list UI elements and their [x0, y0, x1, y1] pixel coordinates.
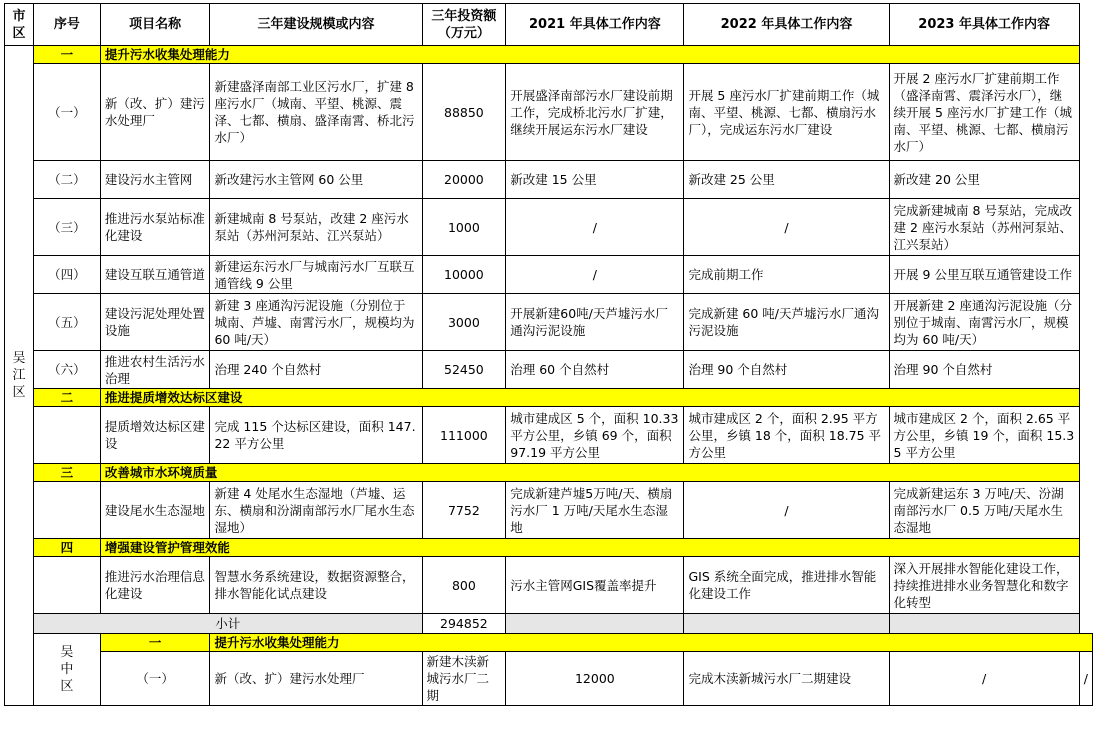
- row-name: 新（改、扩）建污水处理厂: [100, 64, 210, 161]
- row-2022: /: [684, 482, 889, 539]
- work-plan-table: [4, 3, 1093, 706]
- row-2023: 新改建 20 公里: [889, 161, 1079, 199]
- section-number: 四: [33, 539, 100, 557]
- header-seq: 序号: [33, 4, 100, 46]
- row-seq: [33, 482, 100, 539]
- row-2023: 完成新建城南 8 号泵站，完成改建 2 座污水泵站（苏州河泵站、江兴泵站）: [889, 199, 1079, 256]
- row-scale: 完成 115 个达标区建设，面积 147.22 平方公里: [210, 407, 422, 464]
- district-cell: 吴中区: [33, 634, 100, 706]
- section-title: 增强建设管护管理效能: [100, 539, 1079, 557]
- row-scale: 新建盛泽南部工业区污水厂，扩建 8 座污水厂（城南、平望、桃源、震泽、七都、横扇、盛泽南霄、桥北污水厂）: [210, 64, 422, 161]
- row-seq: （六）: [33, 351, 100, 389]
- table-row: [5, 294, 1093, 351]
- subtotal-empty: [506, 614, 684, 634]
- table-row: [5, 407, 1093, 464]
- row-seq: （一）: [100, 652, 210, 706]
- header-district: 市区: [5, 4, 34, 46]
- row-2022: 新改建 25 公里: [684, 161, 889, 199]
- row-2022: /: [684, 199, 889, 256]
- row-2023: 深入开展排水智能化建设工作，持续推进排水业务智慧化和数字化转型: [889, 557, 1079, 614]
- section-title: 改善城市水环境质量: [100, 464, 1079, 482]
- row-invest: 88850: [422, 64, 506, 161]
- row-2023: 开展 9 公里互联互通管建设工作: [889, 256, 1079, 294]
- row-2021: 城市建成区 5 个，面积 10.33 平方公里，乡镇 69 个，面积 97.19 平方公里: [506, 407, 684, 464]
- row-name: 建设尾水生态湿地: [100, 482, 210, 539]
- section-title: 提升污水收集处理能力: [210, 634, 1093, 652]
- row-name: 新（改、扩）建污水处理厂: [210, 652, 422, 706]
- table-row: [5, 482, 1093, 539]
- header-scale: 三年建设规模或内容: [210, 4, 422, 46]
- row-2023: 开展 2 座污水厂扩建前期工作（盛泽南霄、震泽污水厂），继续开展 5 座污水厂扩建工作（城南、平望、桃源、七都、横扇污水厂）: [889, 64, 1079, 161]
- row-seq: [33, 557, 100, 614]
- row-2023: 完成新建运东 3 万吨/天、汾湖南部污水厂 0.5 万吨/天尾水生态湿地: [889, 482, 1079, 539]
- row-2021: 完成木渎新城污水厂二期建设: [684, 652, 889, 706]
- row-2021: /: [506, 199, 684, 256]
- district-cell: 吴江区: [5, 46, 34, 706]
- table-row: [5, 199, 1093, 256]
- row-2023: 治理 90 个自然村: [889, 351, 1079, 389]
- row-name: 建设互联互通管道: [100, 256, 210, 294]
- row-scale: 新建木渎新城污水厂二期: [422, 652, 506, 706]
- row-name: 提质增效达标区建设: [100, 407, 210, 464]
- row-invest: 10000: [422, 256, 506, 294]
- row-scale: 新建城南 8 号泵站，改建 2 座污水泵站（苏州河泵站、江兴泵站）: [210, 199, 422, 256]
- section-number: 三: [33, 464, 100, 482]
- section-row: [5, 634, 1093, 652]
- row-2022: 完成前期工作: [684, 256, 889, 294]
- row-invest: 800: [422, 557, 506, 614]
- row-2022: /: [889, 652, 1079, 706]
- row-2021: 污水主管网GIS覆盖率提升: [506, 557, 684, 614]
- subtotal-label: 小计: [33, 614, 422, 634]
- row-2023: 开展新建 2 座通沟污泥设施（分别位于城南、南霄污水厂，规模均为 60 吨/天）: [889, 294, 1079, 351]
- row-2021: /: [506, 256, 684, 294]
- row-scale: 治理 240 个自然村: [210, 351, 422, 389]
- subtotal-empty: [889, 614, 1079, 634]
- row-scale: 新建 4 处尾水生态湿地（芦墟、运东、横扇和汾湖南部污水厂尾水生态湿地）: [210, 482, 422, 539]
- row-name: 推进污水治理信息化建设: [100, 557, 210, 614]
- row-2023: /: [1079, 652, 1092, 706]
- row-seq: （四）: [33, 256, 100, 294]
- table-row: [5, 64, 1093, 161]
- row-seq: [33, 407, 100, 464]
- row-invest: 12000: [506, 652, 684, 706]
- row-invest: 111000: [422, 407, 506, 464]
- row-scale: 新建 3 座通沟污泥设施（分别位于城南、芦墟、南霄污水厂，规模均为 60 吨/天）: [210, 294, 422, 351]
- row-2021: 治理 60 个自然村: [506, 351, 684, 389]
- row-2021: 新改建 15 公里: [506, 161, 684, 199]
- header-2023: 2023 年具体工作内容: [889, 4, 1079, 46]
- row-scale: 新改建污水主管网 60 公里: [210, 161, 422, 199]
- row-invest: 7752: [422, 482, 506, 539]
- row-name: 建设污泥处理处置设施: [100, 294, 210, 351]
- table-row: [5, 652, 1093, 706]
- row-scale: 智慧水务系统建设，数据资源整合，排水智能化试点建设: [210, 557, 422, 614]
- section-row: [5, 539, 1093, 557]
- header-row: [5, 4, 1093, 46]
- row-2022: 城市建成区 2 个，面积 2.95 平方公里，乡镇 18 个，面积 18.75 平方公里: [684, 407, 889, 464]
- row-seq: （一）: [33, 64, 100, 161]
- section-title: 推进提质增效达标区建设: [100, 389, 1079, 407]
- table-row: [5, 557, 1093, 614]
- table-row: [5, 256, 1093, 294]
- header-invest: 三年投资额（万元）: [422, 4, 506, 46]
- subtotal-row: [5, 614, 1093, 634]
- row-name: 推进农村生活污水治理: [100, 351, 210, 389]
- row-name: 建设污水主管网: [100, 161, 210, 199]
- section-row: [5, 464, 1093, 482]
- row-invest: 3000: [422, 294, 506, 351]
- row-seq: （五）: [33, 294, 100, 351]
- row-scale: 新建运东污水厂与城南污水厂互联互通管线 9 公里: [210, 256, 422, 294]
- row-seq: （三）: [33, 199, 100, 256]
- header-project: 项目名称: [100, 4, 210, 46]
- header-2022: 2022 年具体工作内容: [684, 4, 889, 46]
- row-2023: 城市建成区 2 个，面积 2.65 平方公里，乡镇 19 个，面积 15.35 平方公里: [889, 407, 1079, 464]
- row-2021: 开展新建60吨/天芦墟污水厂通沟污泥设施: [506, 294, 684, 351]
- row-invest: 20000: [422, 161, 506, 199]
- row-name: 推进污水泵站标准化建设: [100, 199, 210, 256]
- subtotal-empty: [684, 614, 889, 634]
- row-2021: 开展盛泽南部污水厂建设前期工作，完成桥北污水厂扩建，继续开展运东污水厂建设: [506, 64, 684, 161]
- row-2022: GIS 系统全面完成，推进排水智能化建设工作: [684, 557, 889, 614]
- row-2022: 开展 5 座污水厂扩建前期工作（城南、平望、桃源、七都、横扇污水厂），完成运东污水厂建设: [684, 64, 889, 161]
- section-number: 二: [33, 389, 100, 407]
- row-seq: （二）: [33, 161, 100, 199]
- section-title: 提升污水收集处理能力: [100, 46, 1079, 64]
- subtotal-value: 294852: [422, 614, 506, 634]
- row-2022: 完成新建 60 吨/天芦墟污水厂通沟污泥设施: [684, 294, 889, 351]
- table-row: [5, 351, 1093, 389]
- section-row: [5, 389, 1093, 407]
- row-invest: 52450: [422, 351, 506, 389]
- section-number: 一: [33, 46, 100, 64]
- section-row: [5, 46, 1093, 64]
- table-row: [5, 161, 1093, 199]
- row-invest: 1000: [422, 199, 506, 256]
- section-number: 一: [100, 634, 210, 652]
- row-2022: 治理 90 个自然村: [684, 351, 889, 389]
- header-2021: 2021 年具体工作内容: [506, 4, 684, 46]
- row-2021: 完成新建芦墟5万吨/天、横扇污水厂 1 万吨/天尾水生态湿地: [506, 482, 684, 539]
